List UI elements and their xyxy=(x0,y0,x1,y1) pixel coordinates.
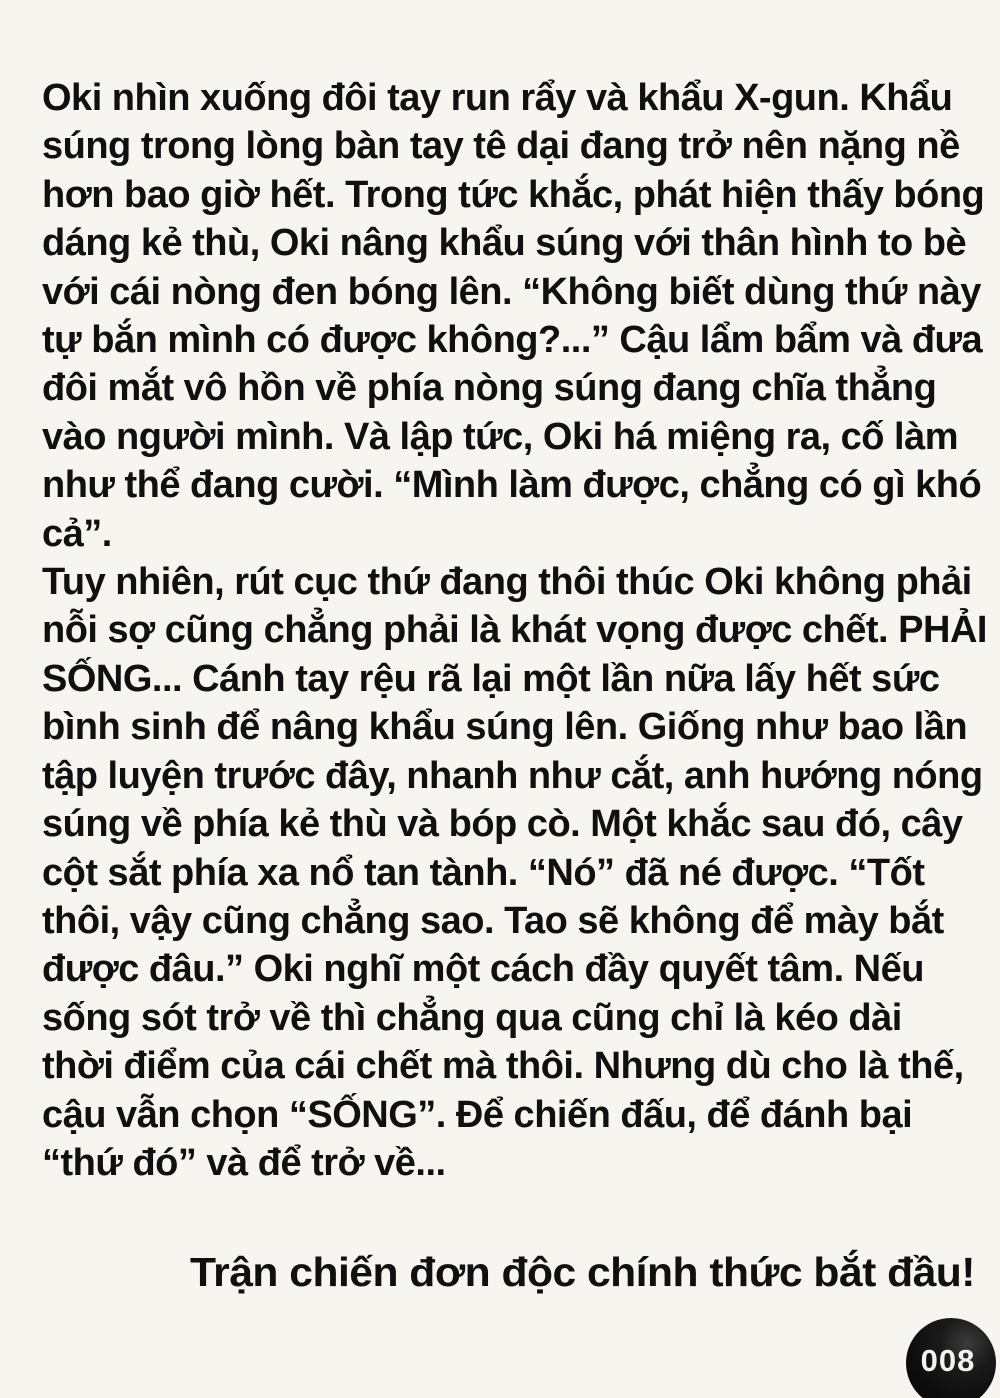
text-line: Oki nhìn xuống đôi tay run rẩy và khẩu X-gun. Khẩu xyxy=(42,77,953,119)
text-line: vào người mình. Và lập tức, Oki há miệng ra, cố làm xyxy=(42,415,959,458)
body-text xyxy=(42,74,987,1187)
text-line: đôi mắt vô hồn về phía nòng súng đang chĩa thẳng xyxy=(42,367,937,410)
text-line: với cái nòng đen bóng lên. “Không biết dùng thứ này xyxy=(42,270,981,313)
text-line: nỗi sợ cũng chẳng phải là khát vọng được chết. PHẢI xyxy=(42,609,987,652)
page-number: 008 xyxy=(920,1343,976,1378)
text-line: tập luyện trước đây, nhanh như cắt, anh hướng nóng xyxy=(42,754,983,797)
text-line: thôi, vậy cũng chẳng sao. Tao sẽ không để mày bắt xyxy=(42,899,944,942)
text-line: cả”. xyxy=(42,512,112,555)
text-line: hơn bao giờ hết. Trong tức khắc, phát hiện thấy bóng xyxy=(42,173,985,216)
text-line: cậu vẫn chọn “SỐNG”. Để chiến đấu, để đánh bại xyxy=(42,1093,913,1136)
text-line: Tuy nhiên, rút cục thứ đang thôi thúc Oki không phải xyxy=(42,561,972,604)
text-line: SỐNG... Cánh tay rệu rã lại một lần nữa lấy hết sức xyxy=(42,657,940,700)
text-line: súng về phía kẻ thù và bóp cò. Một khắc sau đó, cây xyxy=(42,803,963,846)
closing-line: Trận chiến đơn độc chính thức bắt đầu! xyxy=(190,1249,975,1295)
text-line: cột sắt phía xa nổ tan tành. “Nó” đã né được. “Tốt xyxy=(42,851,925,894)
page-number-badge xyxy=(906,1318,996,1398)
text-line: tự bắn mình có được không?...” Cậu lẩm bẩm và đưa xyxy=(42,319,983,362)
text-line: thời điểm của cái chết mà thôi. Nhưng dù cho là thế, xyxy=(42,1045,964,1088)
text-line: dáng kẻ thù, Oki nâng khẩu súng với thân hình to bè xyxy=(42,222,967,265)
text-line: bình sinh để nâng khẩu súng lên. Giống như bao lần xyxy=(42,706,968,749)
text-line: súng trong lòng bàn tay tê dại đang trở nên nặng nề xyxy=(42,125,960,168)
text-line: “thứ đó” và để trở về... xyxy=(42,1141,446,1184)
text-line: như thể đang cười. “Mình làm được, chẳng có gì khó xyxy=(42,464,982,507)
text-line: được đâu.” Oki nghĩ một cách đầy quyết tâm. Nếu xyxy=(42,948,924,991)
text-line: sống sót trở về thì chẳng qua cũng chỉ là kéo dài xyxy=(42,996,902,1039)
